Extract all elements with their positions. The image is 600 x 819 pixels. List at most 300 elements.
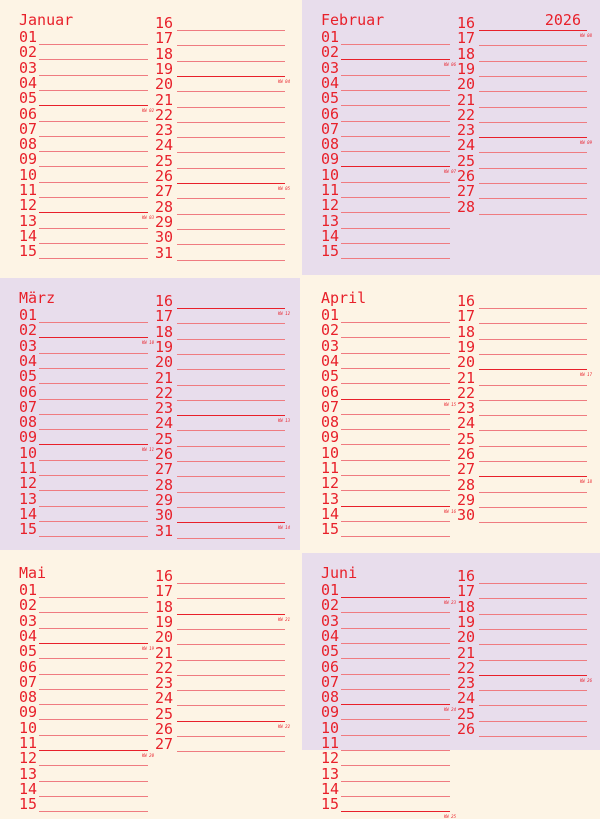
day-row[interactable] [321, 613, 456, 629]
day-number: 07 [19, 672, 38, 691]
day-row[interactable] [457, 293, 592, 309]
day-number: 07 [19, 397, 38, 416]
day-row[interactable] [321, 106, 456, 122]
day-row[interactable] [457, 400, 592, 416]
month-panel-4 [302, 278, 600, 550]
day-number: 12 [321, 196, 340, 215]
day-number: 14 [19, 226, 38, 245]
day-row[interactable] [457, 568, 592, 584]
week-number-label: KW 16 [443, 508, 456, 514]
day-number: 31 [155, 521, 174, 540]
day-number: 13 [321, 211, 340, 230]
day-number: 16 [457, 567, 476, 585]
day-row[interactable] [19, 399, 154, 415]
day-number: 20 [457, 75, 476, 94]
week-number-label: KW 25 [443, 814, 456, 819]
day-row[interactable] [19, 228, 154, 244]
day-number: 07 [321, 672, 340, 691]
day-number: 02 [321, 43, 340, 62]
day-number: 08 [321, 688, 340, 707]
day-row[interactable] [321, 307, 456, 323]
write-line[interactable] [479, 522, 587, 523]
week-number-label: KW 13 [277, 418, 290, 424]
day-row[interactable] [321, 628, 456, 644]
day-number: 06 [19, 657, 38, 676]
day-row[interactable] [155, 153, 290, 169]
week-number-label: KW 20 [141, 753, 154, 758]
week-number-label: KW 10 [141, 340, 154, 346]
day-row[interactable] [155, 461, 290, 477]
day-row[interactable] [321, 353, 456, 369]
day-number: 01 [321, 28, 340, 46]
day-number: 13 [19, 489, 38, 508]
day-number: 10 [19, 443, 38, 462]
day-row[interactable] [155, 523, 290, 539]
day-row[interactable] [457, 107, 592, 123]
day-row[interactable] [19, 167, 154, 183]
day-row[interactable] [457, 507, 592, 523]
day-row[interactable] [155, 370, 290, 386]
day-row[interactable] [155, 46, 290, 62]
day-row[interactable] [155, 214, 290, 230]
day-row[interactable] [321, 29, 456, 45]
day-row[interactable] [19, 338, 154, 354]
day-row[interactable] [321, 75, 456, 91]
day-row[interactable] [19, 613, 154, 629]
day-number: 16 [457, 292, 476, 310]
day-row[interactable] [155, 245, 290, 261]
month-title: Januar [19, 11, 74, 29]
write-line[interactable] [479, 736, 587, 737]
day-row[interactable] [457, 721, 592, 737]
day-number: 25 [155, 429, 174, 448]
day-number: 15 [19, 242, 38, 261]
day-row[interactable] [321, 167, 456, 183]
day-row[interactable] [321, 720, 456, 736]
day-row[interactable] [19, 75, 154, 91]
day-row[interactable] [321, 506, 456, 522]
day-number: 11 [19, 181, 38, 199]
day-number: 18 [457, 44, 476, 63]
day-row[interactable] [457, 183, 592, 199]
day-row[interactable] [155, 324, 290, 340]
day-row[interactable] [457, 629, 592, 645]
day-row[interactable] [457, 370, 592, 386]
day-row[interactable] [19, 445, 154, 461]
day-number: 14 [321, 779, 340, 798]
day-number: 12 [321, 749, 340, 768]
day-number: 19 [457, 59, 476, 78]
day-row[interactable] [321, 213, 456, 229]
write-line[interactable] [341, 536, 450, 537]
day-row[interactable] [457, 92, 592, 108]
day-row[interactable] [457, 614, 592, 630]
day-row[interactable] [457, 61, 592, 77]
write-line[interactable] [479, 214, 587, 215]
day-row[interactable] [321, 460, 456, 476]
day-row[interactable] [321, 643, 456, 659]
day-row[interactable] [155, 431, 290, 447]
day-number: 12 [19, 474, 38, 493]
day-number: 09 [321, 703, 340, 722]
week-number-label: KW 12 [277, 311, 290, 316]
write-line[interactable] [39, 258, 148, 259]
day-row[interactable] [155, 660, 290, 676]
day-row[interactable] [19, 796, 154, 812]
day-row[interactable] [19, 766, 154, 782]
day-row[interactable] [19, 460, 154, 476]
day-number: 07 [19, 119, 38, 138]
day-number: 02 [321, 596, 340, 615]
day-number: 23 [155, 399, 174, 418]
day-row[interactable] [321, 766, 456, 782]
day-row[interactable] [155, 137, 290, 153]
day-row[interactable] [321, 90, 456, 106]
day-number: 26 [155, 445, 174, 463]
day-number: 17 [457, 307, 476, 326]
day-row[interactable] [321, 581, 456, 605]
day-row[interactable] [19, 44, 154, 60]
day-row[interactable] [155, 614, 290, 630]
day-number: 22 [457, 658, 476, 677]
day-row[interactable] [155, 92, 290, 108]
day-row[interactable] [155, 690, 290, 706]
day-row[interactable] [457, 477, 592, 493]
day-number: 01 [19, 581, 38, 599]
day-row[interactable] [19, 689, 154, 705]
day-number: 08 [19, 413, 38, 432]
day-number: 17 [457, 582, 476, 601]
day-row[interactable] [155, 645, 290, 661]
day-row[interactable] [457, 645, 592, 661]
day-number: 08 [321, 413, 340, 432]
day-number: 26 [155, 167, 174, 185]
day-row[interactable] [457, 76, 592, 92]
day-row[interactable] [457, 690, 592, 706]
day-row[interactable] [19, 60, 154, 76]
day-row[interactable] [155, 107, 290, 123]
day-number: 07 [321, 397, 340, 416]
day-row[interactable] [457, 415, 592, 431]
day-row[interactable] [321, 322, 456, 338]
week-number-label: KW 23 [443, 600, 456, 605]
day-row[interactable] [457, 492, 592, 508]
day-number: 22 [155, 658, 174, 677]
day-row[interactable] [155, 354, 290, 370]
day-row[interactable] [155, 339, 290, 355]
day-row[interactable] [321, 521, 456, 537]
day-number: 09 [19, 150, 38, 169]
day-number: 16 [155, 292, 174, 310]
write-line[interactable] [177, 260, 285, 261]
day-row[interactable] [321, 735, 456, 751]
day-number: 18 [155, 597, 174, 616]
write-line[interactable] [177, 751, 285, 752]
day-number: 21 [457, 643, 476, 662]
day-row[interactable] [19, 182, 154, 198]
day-number: 03 [321, 611, 340, 630]
day-row[interactable] [155, 292, 290, 316]
day-number: 23 [457, 399, 476, 418]
day-number: 23 [155, 674, 174, 693]
day-row[interactable] [19, 750, 154, 766]
write-line[interactable] [39, 536, 148, 537]
day-number: 03 [321, 336, 340, 355]
day-row[interactable] [321, 121, 456, 137]
day-row[interactable] [19, 521, 154, 537]
day-number: 18 [155, 322, 174, 341]
day-row[interactable] [457, 599, 592, 615]
day-number: 10 [19, 165, 38, 184]
day-row[interactable] [321, 704, 456, 720]
day-row[interactable] [321, 795, 456, 819]
month-panel-3 [0, 278, 300, 550]
day-row[interactable] [19, 734, 154, 758]
day-row[interactable] [457, 168, 592, 184]
day-row[interactable] [19, 506, 154, 522]
day-row[interactable] [457, 583, 592, 599]
day-number: 22 [155, 383, 174, 402]
day-number: 15 [321, 520, 340, 539]
day-row[interactable] [19, 151, 154, 167]
day-number: 10 [321, 718, 340, 737]
day-row[interactable] [155, 229, 290, 245]
day-row[interactable] [321, 243, 456, 259]
day-number: 17 [155, 582, 174, 601]
day-row[interactable] [457, 137, 592, 153]
day-number: 23 [457, 121, 476, 140]
day-row[interactable] [19, 414, 154, 430]
week-number-label: KW 09 [579, 140, 592, 146]
day-row[interactable] [19, 626, 154, 651]
day-row[interactable] [155, 721, 290, 737]
day-row[interactable] [155, 167, 290, 191]
day-row[interactable] [19, 353, 154, 369]
day-number: 22 [155, 105, 174, 124]
day-number: 19 [155, 612, 174, 631]
day-row[interactable] [155, 122, 290, 138]
day-number: 11 [19, 459, 38, 477]
day-row[interactable] [155, 629, 290, 645]
day-row[interactable] [321, 674, 456, 690]
day-number: 21 [457, 368, 476, 387]
day-number: 08 [19, 135, 38, 154]
day-row[interactable] [457, 199, 592, 215]
day-row[interactable] [19, 582, 154, 598]
day-row[interactable] [321, 597, 456, 613]
day-row[interactable] [321, 659, 456, 675]
day-row[interactable] [155, 477, 290, 493]
day-row[interactable] [457, 658, 592, 683]
day-number: 12 [19, 749, 38, 768]
day-row[interactable] [457, 153, 592, 169]
day-row[interactable] [19, 243, 154, 259]
day-number: 06 [321, 104, 340, 123]
day-row[interactable] [155, 492, 290, 508]
day-number: 05 [19, 642, 38, 661]
week-number-label: KW 17 [579, 372, 592, 378]
day-number: 28 [155, 197, 174, 216]
day-number: 04 [19, 626, 38, 645]
day-row[interactable] [457, 324, 592, 340]
month-title: April [321, 289, 367, 307]
day-number: 15 [321, 795, 340, 814]
day-row[interactable] [155, 583, 290, 599]
day-row[interactable] [155, 59, 290, 84]
day-row[interactable] [19, 106, 154, 122]
day-number: 27 [155, 182, 174, 201]
day-number: 21 [155, 643, 174, 662]
day-row[interactable] [155, 308, 290, 324]
day-row[interactable] [321, 338, 456, 354]
day-number: 28 [457, 475, 476, 494]
day-row[interactable] [457, 431, 592, 447]
day-row[interactable] [457, 308, 592, 324]
week-number-label: KW 08 [579, 33, 592, 38]
day-number: 04 [19, 73, 38, 92]
day-number: 18 [457, 597, 476, 616]
day-row[interactable] [155, 675, 290, 691]
day-row[interactable] [19, 213, 154, 229]
day-row[interactable] [321, 368, 456, 384]
day-row[interactable] [321, 414, 456, 430]
day-number: 04 [321, 73, 340, 92]
day-row[interactable] [19, 704, 154, 720]
day-row[interactable] [155, 15, 290, 31]
day-number: 24 [457, 136, 476, 155]
day-row[interactable] [457, 675, 592, 691]
month-panel-6 [302, 553, 600, 819]
day-number: 31 [155, 243, 174, 262]
week-number-label: KW 24 [443, 707, 456, 713]
day-row[interactable] [155, 415, 290, 431]
day-row[interactable] [457, 446, 592, 462]
day-number: 19 [457, 612, 476, 631]
day-number: 28 [155, 475, 174, 494]
day-number: 29 [155, 212, 174, 231]
day-row[interactable] [19, 29, 154, 45]
day-number: 19 [457, 337, 476, 356]
write-line[interactable] [341, 258, 450, 259]
day-row[interactable] [321, 399, 456, 415]
day-row[interactable] [321, 445, 456, 461]
day-row[interactable] [457, 385, 592, 401]
day-row[interactable] [155, 30, 290, 46]
day-row[interactable] [321, 750, 456, 766]
day-row[interactable] [19, 136, 154, 152]
day-number: 06 [321, 657, 340, 676]
day-row[interactable] [19, 307, 154, 323]
day-number: 15 [19, 520, 38, 539]
day-row[interactable] [155, 183, 290, 199]
day-row[interactable] [155, 385, 290, 401]
day-number: 08 [19, 688, 38, 707]
write-line[interactable] [39, 811, 148, 812]
day-row[interactable] [19, 384, 154, 400]
write-line[interactable] [177, 538, 285, 539]
day-row[interactable] [321, 228, 456, 244]
day-number: 20 [155, 75, 174, 94]
day-row[interactable] [321, 136, 456, 152]
day-row[interactable] [321, 182, 456, 198]
day-number: 23 [457, 674, 476, 693]
day-row[interactable] [321, 781, 456, 797]
day-number: 09 [321, 150, 340, 169]
day-row[interactable] [19, 643, 154, 659]
day-number: 11 [19, 734, 38, 752]
day-number: 22 [457, 105, 476, 124]
day-number: 02 [19, 596, 38, 615]
day-number: 25 [155, 704, 174, 723]
week-number-label: KW 02 [141, 108, 154, 114]
day-number: 20 [457, 353, 476, 372]
day-row[interactable] [457, 339, 592, 355]
day-number: 21 [155, 90, 174, 109]
day-number: 17 [155, 29, 174, 48]
day-row[interactable] [155, 568, 290, 584]
week-number-label: KW 22 [277, 723, 290, 729]
day-row[interactable] [457, 46, 592, 62]
day-row[interactable] [457, 14, 592, 38]
day-number: 17 [155, 307, 174, 326]
day-row[interactable] [155, 76, 290, 92]
day-row[interactable] [321, 197, 456, 213]
day-row[interactable] [19, 597, 154, 613]
month-title: Februar [321, 11, 385, 29]
week-number-label: KW 05 [277, 186, 290, 191]
day-number: 27 [155, 735, 174, 754]
day-number: 29 [155, 490, 174, 509]
day-row[interactable] [155, 736, 290, 752]
day-number: 14 [19, 504, 38, 523]
day-row[interactable] [19, 121, 154, 137]
day-row[interactable] [19, 475, 154, 491]
day-row[interactable] [19, 781, 154, 797]
week-start-line[interactable] [341, 811, 450, 812]
day-row[interactable] [19, 674, 154, 690]
day-number: 26 [155, 720, 174, 738]
day-row[interactable] [19, 491, 154, 507]
day-row[interactable] [19, 720, 154, 736]
day-number: 30 [155, 506, 174, 525]
day-number: 09 [19, 703, 38, 722]
day-row[interactable] [155, 199, 290, 215]
day-number: 05 [19, 367, 38, 386]
day-number: 01 [321, 581, 340, 599]
day-row[interactable] [321, 429, 456, 445]
day-number: 23 [155, 121, 174, 140]
day-number: 30 [457, 506, 476, 525]
day-row[interactable] [457, 30, 592, 46]
day-number: 14 [321, 504, 340, 523]
day-number: 13 [19, 764, 38, 783]
day-row[interactable] [155, 446, 290, 462]
day-number: 12 [321, 474, 340, 493]
day-number: 03 [19, 611, 38, 630]
day-row[interactable] [19, 659, 154, 675]
day-number: 27 [155, 460, 174, 479]
week-number-label: KW 26 [579, 677, 592, 683]
day-row[interactable] [321, 60, 456, 76]
day-number: 02 [19, 43, 38, 62]
day-number: 16 [155, 14, 174, 32]
day-row[interactable] [321, 475, 456, 491]
day-row[interactable] [457, 706, 592, 722]
day-number: 24 [457, 689, 476, 708]
day-number: 11 [321, 181, 340, 199]
day-row[interactable] [19, 368, 154, 384]
month-panel-5 [0, 553, 300, 814]
